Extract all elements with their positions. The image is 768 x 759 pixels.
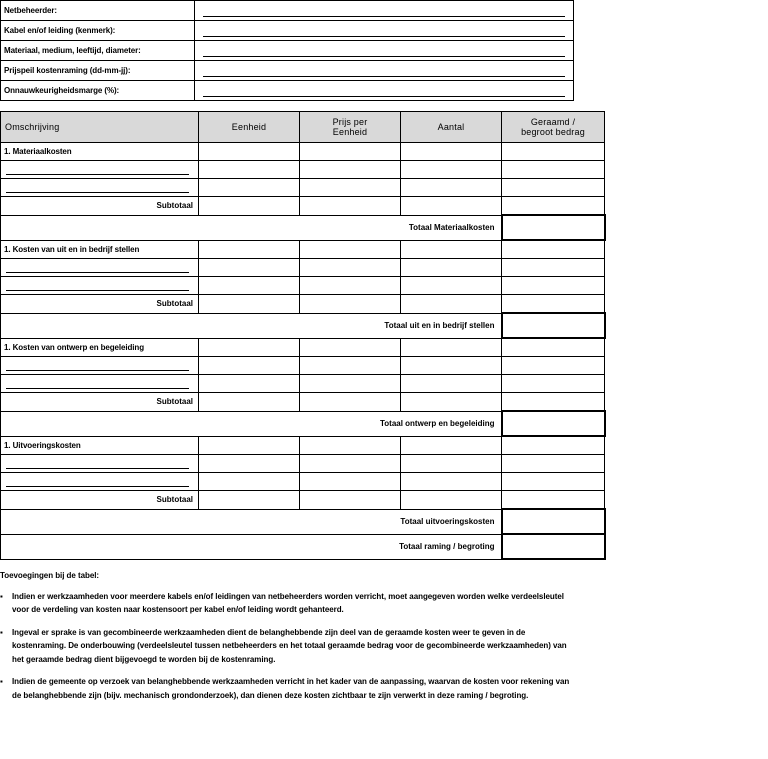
entry-price-field[interactable] bbox=[300, 455, 401, 473]
entry-description-field[interactable] bbox=[1, 357, 199, 375]
entry-row bbox=[1, 455, 605, 473]
subtotal-label: Subtotaal bbox=[1, 197, 199, 216]
subtotal-quantity-cell[interactable] bbox=[401, 295, 502, 314]
entry-price-field[interactable] bbox=[300, 473, 401, 491]
column-header-quantity: Aantal bbox=[401, 112, 502, 143]
section-amount-cell[interactable] bbox=[502, 436, 605, 455]
entry-amount-field[interactable] bbox=[502, 277, 605, 295]
identification-label: Onnauwkeurigheidsmarge (%): bbox=[1, 81, 195, 101]
entry-unit-field[interactable] bbox=[199, 179, 300, 197]
write-in-rule bbox=[203, 25, 565, 37]
subtotal-price-cell[interactable] bbox=[300, 197, 401, 216]
section-total-amount-field[interactable] bbox=[502, 411, 605, 436]
entry-price-field[interactable] bbox=[300, 277, 401, 295]
section-price-cell[interactable] bbox=[300, 240, 401, 259]
entry-price-field[interactable] bbox=[300, 259, 401, 277]
note-text: Indien de gemeente op verzoek van belanghebbende werkzaamheden verricht in het kader van de aanpassing, waarvan de kosten voor rekening van de belanghebbende zijn (bijv. mechanisch grondonderzoek), dan dienen deze kosten zichtbaar te zijn verwerkt in deze raming / begroting. bbox=[12, 677, 570, 700]
subtotal-row bbox=[1, 491, 605, 510]
subtotal-price-cell[interactable] bbox=[300, 295, 401, 314]
entry-price-field[interactable] bbox=[300, 375, 401, 393]
notes-title: Toevoegingen bij de tabel: bbox=[0, 571, 100, 580]
section-total-row bbox=[1, 215, 605, 240]
section-amount-cell[interactable] bbox=[502, 143, 605, 161]
entry-quantity-field[interactable] bbox=[401, 179, 502, 197]
section-quantity-cell[interactable] bbox=[401, 143, 502, 161]
identification-value-field[interactable] bbox=[195, 41, 574, 61]
section-total-label: Totaal uitvoeringskosten bbox=[1, 509, 502, 534]
identification-row bbox=[1, 61, 574, 81]
section-title: 1. Materiaalkosten bbox=[1, 143, 199, 161]
write-in-rule bbox=[6, 263, 189, 273]
section-total-row bbox=[1, 411, 605, 436]
identification-row bbox=[1, 41, 574, 61]
write-in-rule bbox=[6, 477, 189, 487]
section-unit-cell[interactable] bbox=[199, 240, 300, 259]
section-title-row bbox=[1, 143, 605, 161]
section-amount-cell[interactable] bbox=[502, 240, 605, 259]
section-price-cell[interactable] bbox=[300, 436, 401, 455]
note-text: Indien er werkzaamheden voor meerdere kabels en/of leidingen van netbeheerders worden verricht, moet aangegeven worden welke verdeelsleutel voor de verdeling van kosten naar kostensoort per kabel en/of leiding wordt gehanteerd. bbox=[12, 591, 564, 614]
entry-amount-field[interactable] bbox=[502, 179, 605, 197]
entry-quantity-field[interactable] bbox=[401, 375, 502, 393]
entry-quantity-field[interactable] bbox=[401, 455, 502, 473]
column-header-unit: Eenheid bbox=[199, 112, 300, 143]
subtotal-row bbox=[1, 393, 605, 412]
identification-block bbox=[0, 0, 574, 101]
entry-row bbox=[1, 259, 605, 277]
identification-row bbox=[1, 1, 574, 21]
write-in-rule bbox=[6, 165, 189, 175]
note-item bbox=[0, 626, 578, 667]
subtotal-amount-field[interactable] bbox=[502, 393, 605, 412]
section-title-row bbox=[1, 436, 605, 455]
entry-description-field[interactable] bbox=[1, 455, 199, 473]
identification-label: Materiaal, medium, leeftijd, diameter: bbox=[1, 41, 195, 61]
section-total-label: Totaal uit en in bedrijf stellen bbox=[1, 313, 502, 338]
write-in-rule bbox=[6, 459, 189, 469]
grand-total-row bbox=[1, 534, 605, 559]
subtotal-row bbox=[1, 295, 605, 314]
section-title: 1. Kosten van uit en in bedrijf stellen bbox=[1, 240, 199, 259]
identification-label: Prijspeil kostenraming (dd-mm-jj): bbox=[1, 61, 195, 81]
entry-unit-field[interactable] bbox=[199, 357, 300, 375]
section-quantity-cell[interactable] bbox=[401, 338, 502, 357]
subtotal-amount-field[interactable] bbox=[502, 295, 605, 314]
entry-row bbox=[1, 375, 605, 393]
column-header-price-line1: Prijs per bbox=[332, 117, 368, 127]
subtotal-quantity-cell[interactable] bbox=[401, 491, 502, 510]
entry-amount-field[interactable] bbox=[502, 455, 605, 473]
section-unit-cell[interactable] bbox=[199, 338, 300, 357]
note-item bbox=[0, 590, 578, 617]
entry-unit-field[interactable] bbox=[199, 473, 300, 491]
identification-value-field[interactable] bbox=[195, 1, 574, 21]
entry-amount-field[interactable] bbox=[502, 161, 605, 179]
entry-unit-field[interactable] bbox=[199, 375, 300, 393]
entry-row bbox=[1, 473, 605, 491]
bullet-icon: ▪ bbox=[0, 677, 3, 686]
subtotal-unit-cell[interactable] bbox=[199, 197, 300, 216]
identification-label: Kabel en/of leiding (kenmerk): bbox=[1, 21, 195, 41]
block-spacer bbox=[0, 101, 768, 111]
entry-price-field[interactable] bbox=[300, 179, 401, 197]
entry-price-field[interactable] bbox=[300, 161, 401, 179]
bullet-icon: ▪ bbox=[0, 627, 3, 637]
write-in-rule bbox=[6, 361, 189, 371]
identification-value-field[interactable] bbox=[195, 21, 574, 41]
entry-amount-field[interactable] bbox=[502, 473, 605, 491]
note-item bbox=[0, 675, 578, 702]
subtotal-price-cell[interactable] bbox=[300, 393, 401, 412]
entry-unit-field[interactable] bbox=[199, 259, 300, 277]
column-header-price-line2: Eenheid bbox=[332, 127, 368, 137]
section-title: 1. Kosten van ontwerp en begeleiding bbox=[1, 338, 199, 357]
section-total-amount-field[interactable] bbox=[502, 313, 605, 338]
entry-row bbox=[1, 179, 605, 197]
notes-block bbox=[0, 569, 578, 702]
section-amount-cell[interactable] bbox=[502, 338, 605, 357]
entry-description-field[interactable] bbox=[1, 259, 199, 277]
table-header-row bbox=[1, 112, 605, 143]
entry-unit-field[interactable] bbox=[199, 161, 300, 179]
entry-unit-field[interactable] bbox=[199, 455, 300, 473]
identification-row bbox=[1, 81, 574, 101]
section-quantity-cell[interactable] bbox=[401, 436, 502, 455]
entry-row bbox=[1, 357, 605, 375]
subtotal-label: Subtotaal bbox=[1, 491, 199, 510]
entry-row bbox=[1, 161, 605, 179]
entry-description-field[interactable] bbox=[1, 375, 199, 393]
section-price-cell[interactable] bbox=[300, 338, 401, 357]
entry-description-field[interactable] bbox=[1, 179, 199, 197]
entry-quantity-field[interactable] bbox=[401, 357, 502, 375]
column-header-description: Omschrijving bbox=[1, 112, 199, 143]
entry-row bbox=[1, 277, 605, 295]
section-unit-cell[interactable] bbox=[199, 143, 300, 161]
section-total-amount-field[interactable] bbox=[502, 215, 605, 240]
subtotal-unit-cell[interactable] bbox=[199, 393, 300, 412]
entry-amount-field[interactable] bbox=[502, 259, 605, 277]
write-in-rule bbox=[203, 45, 565, 57]
write-in-rule bbox=[6, 183, 189, 193]
entry-unit-field[interactable] bbox=[199, 277, 300, 295]
section-total-amount-field[interactable] bbox=[502, 509, 605, 534]
section-price-cell[interactable] bbox=[300, 143, 401, 161]
entry-description-field[interactable] bbox=[1, 277, 199, 295]
section-total-row bbox=[1, 313, 605, 338]
entry-price-field[interactable] bbox=[300, 357, 401, 375]
table-header bbox=[1, 112, 605, 143]
section-title-row bbox=[1, 338, 605, 357]
subtotal-price-cell[interactable] bbox=[300, 491, 401, 510]
bullet-icon: ▪ bbox=[0, 591, 3, 601]
column-header-amount-line1: Geraamd / bbox=[530, 117, 576, 127]
entry-description-field[interactable] bbox=[1, 473, 199, 491]
write-in-rule bbox=[6, 281, 189, 291]
entry-quantity-field[interactable] bbox=[401, 259, 502, 277]
subtotal-amount-field[interactable] bbox=[502, 491, 605, 510]
subtotal-label: Subtotaal bbox=[1, 393, 199, 412]
entry-amount-field[interactable] bbox=[502, 357, 605, 375]
identification-label: Netbeheerder: bbox=[1, 1, 195, 21]
write-in-rule bbox=[203, 85, 565, 97]
write-in-rule bbox=[6, 379, 189, 389]
write-in-rule bbox=[203, 65, 565, 77]
column-header-amount-line2: begroot bedrag bbox=[521, 127, 585, 137]
section-quantity-cell[interactable] bbox=[401, 240, 502, 259]
grand-total-amount-field[interactable] bbox=[502, 534, 605, 559]
entry-quantity-field[interactable] bbox=[401, 161, 502, 179]
section-unit-cell[interactable] bbox=[199, 436, 300, 455]
identification-value-field[interactable] bbox=[195, 61, 574, 81]
entry-quantity-field[interactable] bbox=[401, 473, 502, 491]
subtotal-row bbox=[1, 197, 605, 216]
section-total-row bbox=[1, 509, 605, 534]
subtotal-unit-cell[interactable] bbox=[199, 295, 300, 314]
subtotal-quantity-cell[interactable] bbox=[401, 197, 502, 216]
entry-description-field[interactable] bbox=[1, 161, 199, 179]
column-header-price-per-unit bbox=[300, 112, 401, 143]
entry-amount-field[interactable] bbox=[502, 375, 605, 393]
identification-row bbox=[1, 21, 574, 41]
section-total-label: Totaal ontwerp en begeleiding bbox=[1, 411, 502, 436]
cost-estimate-table bbox=[0, 111, 606, 560]
section-total-label: Totaal Materiaalkosten bbox=[1, 215, 502, 240]
subtotal-label: Subtotaal bbox=[1, 295, 199, 314]
section-title-row bbox=[1, 240, 605, 259]
section-title: 1. Uitvoeringskosten bbox=[1, 436, 199, 455]
grand-total-label: Totaal raming / begroting bbox=[1, 534, 502, 559]
note-text: Ingeval er sprake is van gecombineerde werkzaamheden dient de belanghebbende zijn deel van de geraamde kosten weer te geven in de kostenraming. De onderbouwing (verdeelsleutel tussen netbeheerders en het totaal geraamde bedrag voor de gecombineerde werkzaamheden) van het geraamde bedrag dient bijgevoegd te worden bij de kostenraming. bbox=[12, 627, 567, 664]
entry-quantity-field[interactable] bbox=[401, 277, 502, 295]
column-header-amount bbox=[502, 112, 605, 143]
subtotal-quantity-cell[interactable] bbox=[401, 393, 502, 412]
write-in-rule bbox=[203, 5, 565, 17]
identification-value-field[interactable] bbox=[195, 81, 574, 101]
subtotal-amount-field[interactable] bbox=[502, 197, 605, 216]
subtotal-unit-cell[interactable] bbox=[199, 491, 300, 510]
